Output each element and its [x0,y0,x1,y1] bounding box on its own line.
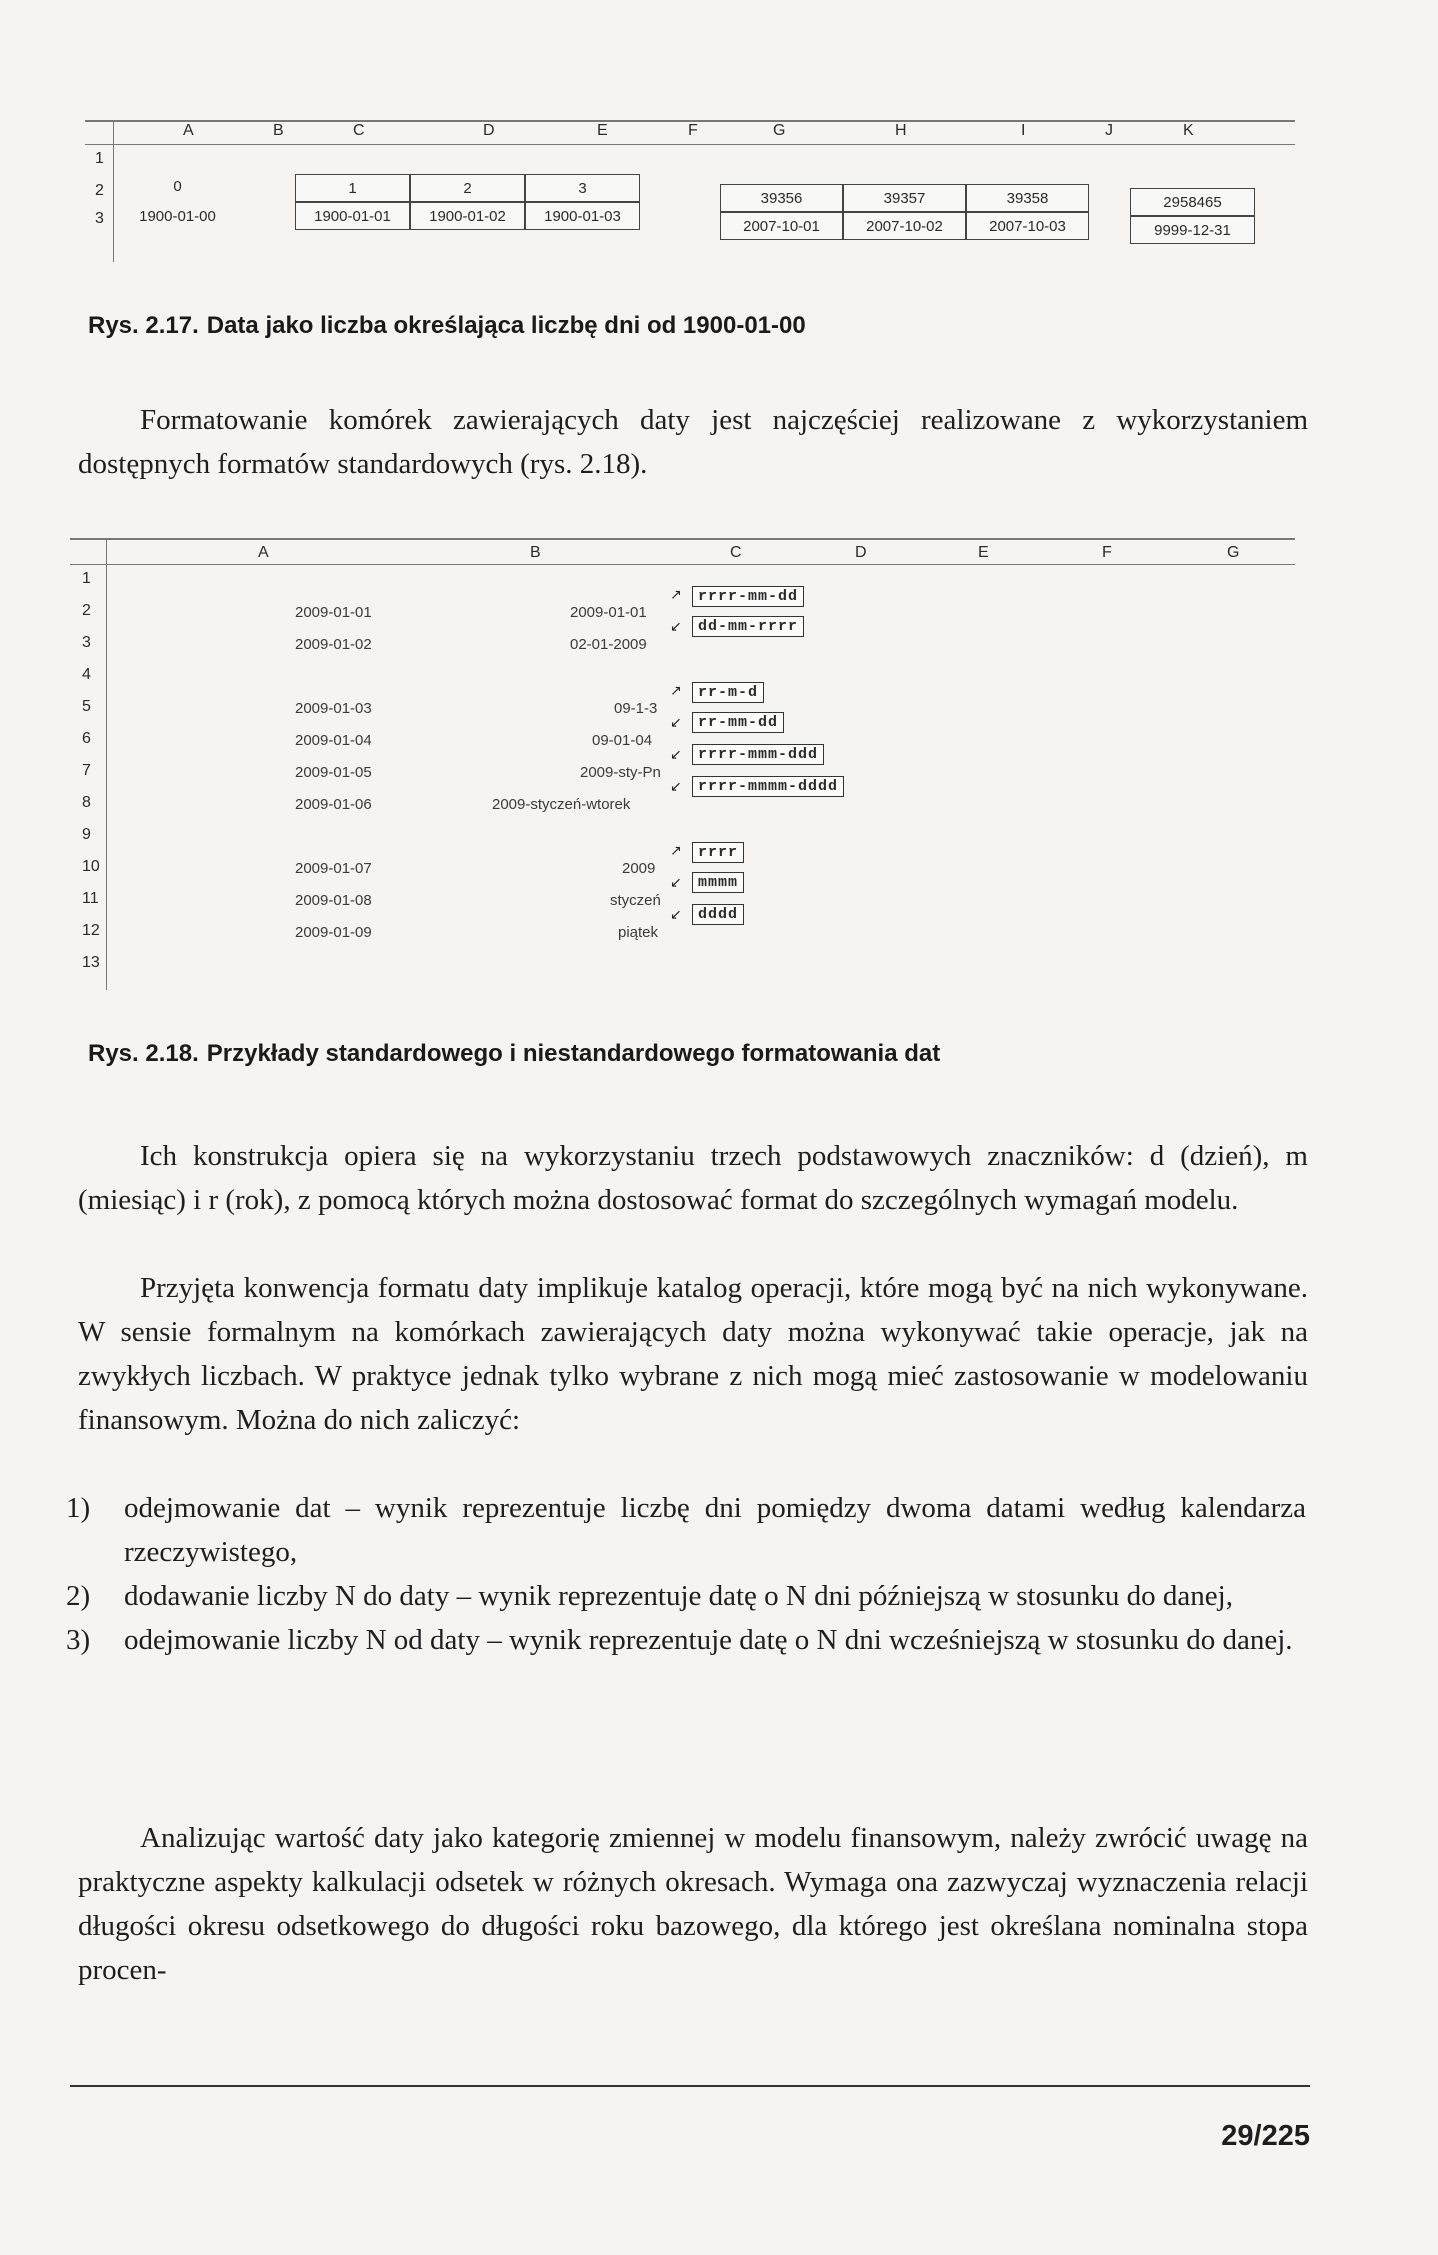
col-header: E [597,122,608,139]
source-date: 2009-01-09 [295,924,372,941]
col-header: F [1102,544,1112,561]
source-date: 2009-01-01 [295,604,372,621]
row-number: 4 [82,666,91,683]
figure-2-17-spreadsheet [85,112,1295,262]
callout-arrow-icon: ↗ [670,586,682,602]
list-item [66,1618,1306,1662]
col-header: B [530,544,541,561]
list-item-number: 3) [66,1624,91,1656]
col-header: K [1183,122,1194,139]
cell-number: 2958465 [1130,188,1255,216]
format-code: rrrr-mmmm-dddd [692,776,844,797]
cell-date: 1900-01-02 [410,202,525,230]
cell-date: 1900-01-01 [295,202,410,230]
format-code: dd-mm-rrrr [692,616,804,637]
row-number: 10 [82,858,100,875]
cell-number: 0 [173,177,182,195]
col-header: I [1021,122,1026,139]
col-header: J [1105,122,1113,139]
cell-date: 2007-10-02 [843,212,966,240]
cell-number: 39356 [720,184,843,212]
cell-number: 3 [525,174,640,202]
callout-arrow-icon: ↙ [670,778,682,794]
col-header: D [855,544,867,561]
cell-date: 1900-01-03 [525,202,640,230]
col-header: G [1227,544,1240,561]
cell-date: 2007-10-03 [966,212,1089,240]
list-item-text: odejmowanie liczby N od daty – wynik reprezentuje datę o N dni wcześniejszą w stosunku do danej. [124,1624,1293,1656]
grid-line [113,120,114,262]
footer-rule [70,2085,1310,2087]
row-number: 7 [82,762,91,779]
col-header: H [895,122,907,139]
caption-text: Przykłady standardowego i niestandardowego formatowania dat [206,1040,941,1067]
callout-arrow-icon: ↙ [670,746,682,762]
grid-line [85,144,1295,145]
col-header: D [483,122,495,139]
col-header: C [353,122,365,139]
row-number: 1 [95,150,104,167]
formatted-date: 02-01-2009 [570,636,647,653]
formatted-date: 2009-styczeń-wtorek [492,796,631,813]
row-number: 6 [82,730,91,747]
list-item [66,1574,1306,1618]
list-item [66,1486,1306,1574]
col-header: A [183,122,194,139]
source-date: 2009-01-03 [295,700,372,717]
list-item-text: odejmowanie dat – wynik reprezentuje liczbę dni pomiędzy dwoma datami według kalendarza rzeczywistego, [124,1492,1306,1568]
figure-caption-2-17 [88,312,806,340]
source-date: 2009-01-06 [295,796,372,813]
callout-arrow-icon: ↙ [670,714,682,730]
row-number: 3 [82,634,91,651]
col-header: G [773,122,786,139]
row-number: 2 [95,182,104,199]
formatted-date: 09-01-04 [592,732,653,749]
cell-number: 39358 [966,184,1089,212]
format-code: mmmm [692,872,744,893]
source-date: 2009-01-02 [295,636,372,653]
caption-text: Data jako liczba określająca liczbę dni od 1900-01-00 [206,312,806,339]
cell-number: 2 [410,174,525,202]
format-code: rr-m-d [692,682,764,703]
callout-arrow-icon: ↗ [670,682,682,698]
col-header: C [730,544,742,561]
format-code: rr-mm-dd [692,712,784,733]
format-code: dddd [692,904,744,925]
cell-date: 2007-10-01 [720,212,843,240]
col-header: E [978,544,989,561]
formatted-date: 2009-01-01 [570,604,647,621]
formatted-date: piątek [618,924,659,941]
formatted-date: 09-1-3 [614,700,658,717]
paragraph-2: Ich konstrukcja opiera się na wykorzystaniu trzech podstawowych znaczników: d (dzień), m (miesiąc) i r (rok), z pomocą których można dostosować format do szczególnych wymagań modelu. [78,1140,1308,1216]
list-item-text: dodawanie liczby N do daty – wynik reprezentuje datę o N dni późniejszą w stosunku do danej, [124,1580,1233,1612]
format-code: rrrr-mm-dd [692,586,804,607]
paragraph-3: Przyjęta konwencja formatu daty implikuje katalog operacji, które mogą być na nich wykonywane. W sensie formalnym na komórkach zawierających daty można wykonywać takie operacje, jak na zwykłych liczbach. W praktyce jednak tylko wybrane z nich mogą mieć zastosowanie w modelowaniu finansowym. Można do nich zaliczyć: [78,1272,1308,1436]
row-number: 3 [95,210,104,227]
formatted-date: 2009 [622,860,656,877]
grid-line [106,538,107,990]
source-date: 2009-01-04 [295,732,372,749]
cell-date: 9999-12-31 [1130,216,1255,244]
cell-date: 1900-01-00 [139,207,216,225]
row-number: 2 [82,602,91,619]
paragraph-4: Analizując wartość daty jako kategorię zmiennej w modelu finansowym, należy zwrócić uwagę na praktyczne aspekty kalkulacji odsetek w różnych okresach. Wymaga ona zazwyczaj wyznaczenia relacji długości okresu odsetkowego do długości roku bazowego, dla którego jest określana nominalna stopa procen- [78,1822,1308,1986]
col-header: F [688,122,698,139]
source-date: 2009-01-07 [295,860,372,877]
grid-line [70,564,1295,565]
grid-line [70,538,1295,540]
cell-number: 1 [295,174,410,202]
page-number: 29/225 [1221,2120,1310,2152]
list-item-number: 2) [66,1580,91,1612]
formatted-date: styczeń [610,892,661,909]
callout-arrow-icon: ↙ [670,906,682,922]
row-number: 1 [82,570,91,587]
callout-arrow-icon: ↙ [670,618,682,634]
callout-arrow-icon: ↗ [670,842,682,858]
cell-number: 39357 [843,184,966,212]
callout-arrow-icon: ↙ [670,874,682,890]
formatted-date: 2009-sty-Pn [580,764,661,781]
format-code: rrrr-mmm-ddd [692,744,824,765]
row-number: 13 [82,954,100,971]
row-number: 5 [82,698,91,715]
paragraph-1: Formatowanie komórek zawierających daty jest najczęściej realizowane z wykorzystaniem dostępnych formatów standardowych (rys. 2.18). [78,404,1308,480]
operations-list [66,1486,1306,1662]
format-code: rrrr [692,842,744,863]
row-number: 9 [82,826,91,843]
caption-number: Rys. 2.18. [88,1040,199,1067]
figure-2-18-spreadsheet [70,530,1295,990]
row-number: 8 [82,794,91,811]
row-number: 11 [82,890,99,907]
caption-number: Rys. 2.17. [88,312,199,339]
source-date: 2009-01-05 [295,764,372,781]
row-number: 12 [82,922,100,939]
figure-caption-2-18 [88,1040,940,1068]
list-item-number: 1) [66,1492,91,1524]
source-date: 2009-01-08 [295,892,372,909]
col-header: A [258,544,269,561]
col-header: B [273,122,284,139]
